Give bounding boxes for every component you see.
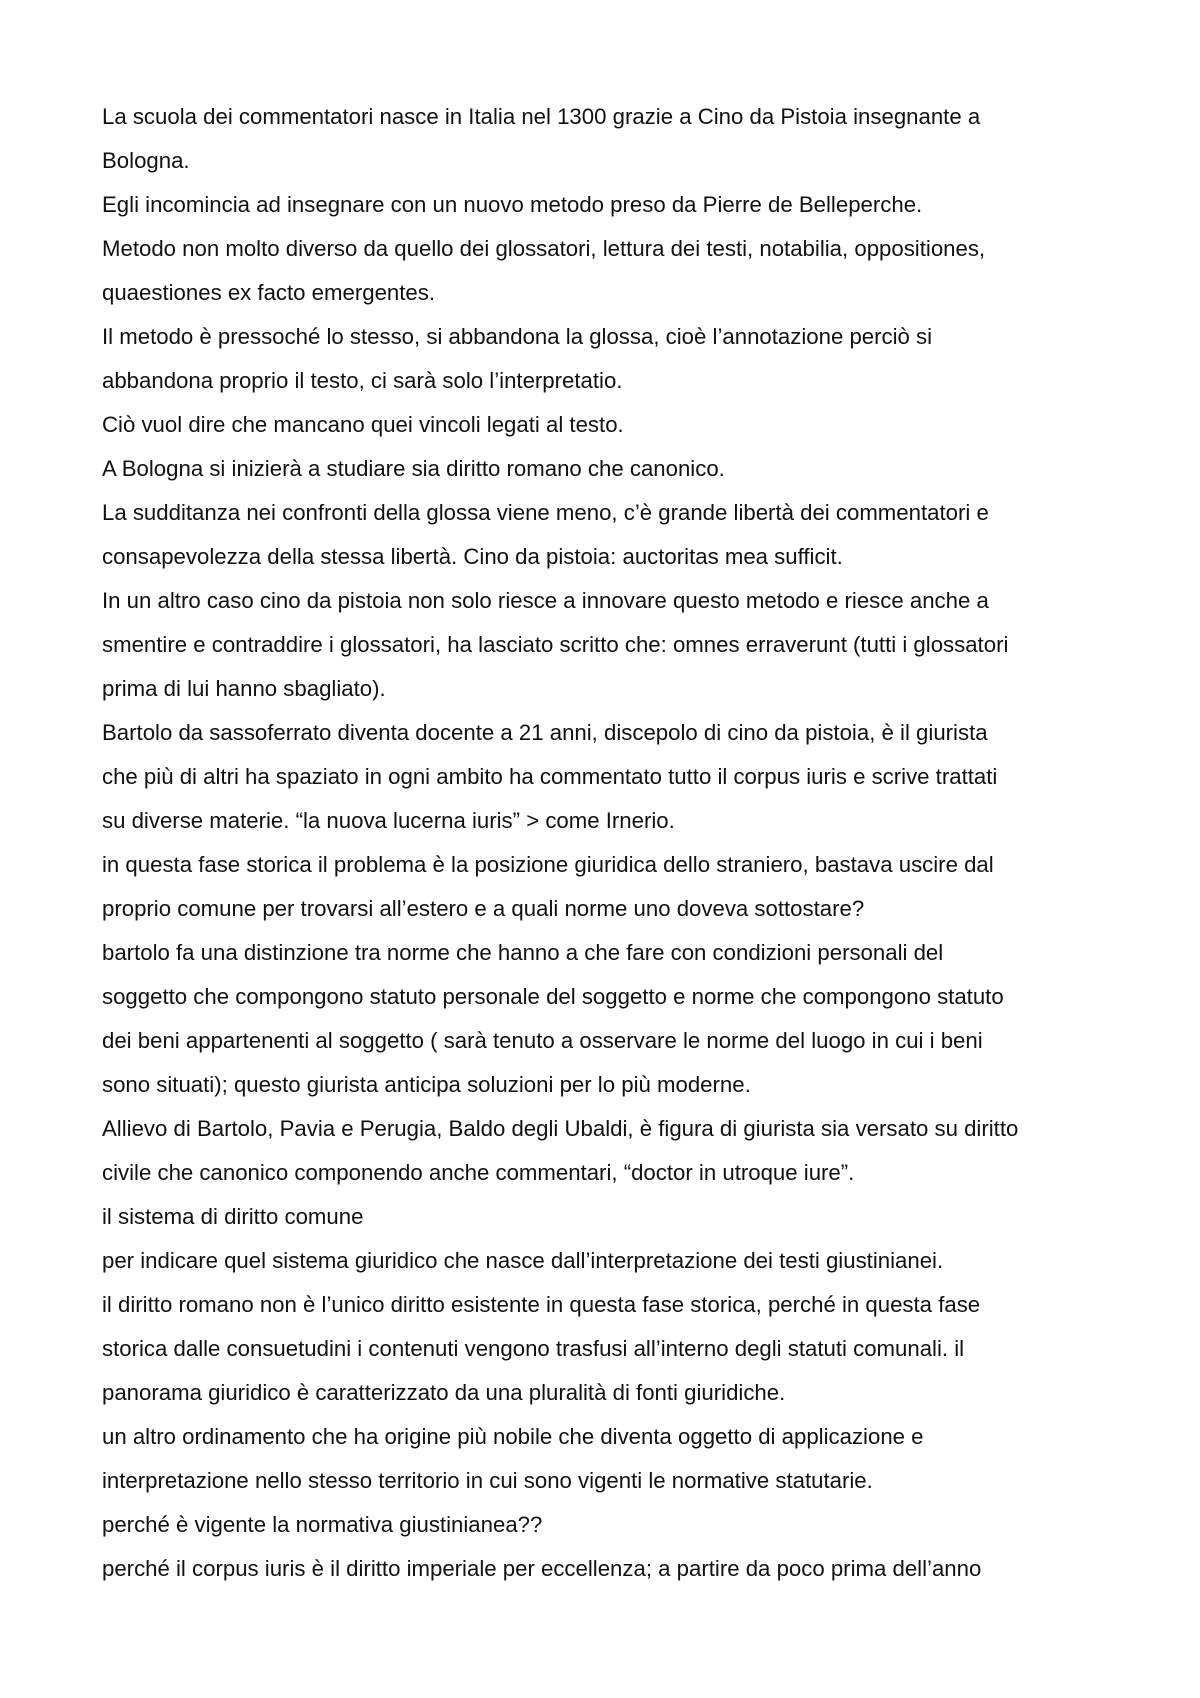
text-line: il sistema di diritto comune	[102, 1204, 364, 1229]
text-line: un altro ordinamento che ha origine più nobile che diventa oggetto di applicazione e	[102, 1424, 924, 1449]
text-line: Ciò vuol dire che mancano quei vincoli legati al testo.	[102, 412, 624, 437]
text-line: smentire e contraddire i glossatori, ha lasciato scritto che: omnes erraverunt (tutti i glossatori	[102, 632, 1009, 657]
text-line: abbandona proprio il testo, ci sarà solo l’interpretatio.	[102, 368, 623, 393]
document-body	[102, 95, 1112, 1591]
text-line: per indicare quel sistema giuridico che nasce dall’interpretazione dei testi giustinianei.	[102, 1248, 944, 1273]
text-line: La sudditanza nei confronti della glossa viene meno, c’è grande libertà dei commentatori e	[102, 500, 989, 525]
text-line: sono situati); questo giurista anticipa soluzioni per lo più moderne.	[102, 1072, 751, 1097]
text-line: Bologna.	[102, 148, 190, 173]
text-line: soggetto che compongono statuto personale del soggetto e norme che compongono statuto	[102, 984, 1004, 1009]
text-line: Metodo non molto diverso da quello dei glossatori, lettura dei testi, notabilia, oppositiones,	[102, 236, 986, 261]
text-line: prima di lui hanno sbagliato).	[102, 676, 386, 701]
text-line: in questa fase storica il problema è la posizione giuridica dello straniero, bastava uscire dal	[102, 852, 994, 877]
text-line: Il metodo è pressoché lo stesso, si abbandona la glossa, cioè l’annotazione perciò si	[102, 324, 933, 349]
text-line: In un altro caso cino da pistoia non solo riesce a innovare questo metodo e riesce anche a	[102, 588, 989, 613]
text-line: quaestiones ex facto emergentes.	[102, 280, 436, 305]
text-line: Egli incomincia ad insegnare con un nuovo metodo preso da Pierre de Belleperche.	[102, 192, 923, 217]
text-line: storica dalle consuetudini i contenuti vengono trasfusi all’interno degli statuti comunali. il	[102, 1336, 965, 1361]
text-line: che più di altri ha spaziato in ogni ambito ha commentato tutto il corpus iuris e scrive trattati	[102, 764, 998, 789]
text-line: bartolo fa una distinzione tra norme che hanno a che fare con condizioni personali del	[102, 940, 944, 965]
text-line: su diverse materie. “la nuova lucerna iuris” > come Irnerio.	[102, 808, 675, 833]
text-line: La scuola dei commentatori nasce in Italia nel 1300 grazie a Cino da Pistoia insegnante a	[102, 104, 981, 129]
text-line: dei beni appartenenti al soggetto ( sarà tenuto a osservare le norme del luogo in cui i beni	[102, 1028, 983, 1053]
text-line: Bartolo da sassoferrato diventa docente a 21 anni, discepolo di cino da pistoia, è il giurista	[102, 720, 988, 745]
text-line: perché è vigente la normativa giustinianea??	[102, 1512, 543, 1537]
text-line: interpretazione nello stesso territorio in cui sono vigenti le normative statutarie.	[102, 1468, 873, 1493]
text-line: proprio comune per trovarsi all’estero e a quali norme uno doveva sottostare?	[102, 896, 865, 921]
text-line: consapevolezza della stessa libertà. Cino da pistoia: auctoritas mea sufficit.	[102, 544, 843, 569]
text-line: il diritto romano non è l’unico diritto esistente in questa fase storica, perché in questa fase	[102, 1292, 981, 1317]
text-line: perché il corpus iuris è il diritto imperiale per eccellenza; a partire da poco prima dell’anno	[102, 1556, 982, 1581]
text-line: civile che canonico componendo anche commentari, “doctor in utroque iure”.	[102, 1160, 855, 1185]
text-line: panorama giuridico è caratterizzato da una pluralità di fonti giuridiche.	[102, 1380, 786, 1405]
text-line: A Bologna si inizierà a studiare sia diritto romano che canonico.	[102, 456, 725, 481]
text-line: Allievo di Bartolo, Pavia e Perugia, Baldo degli Ubaldi, è figura di giurista sia versato su diritto	[102, 1116, 1019, 1141]
